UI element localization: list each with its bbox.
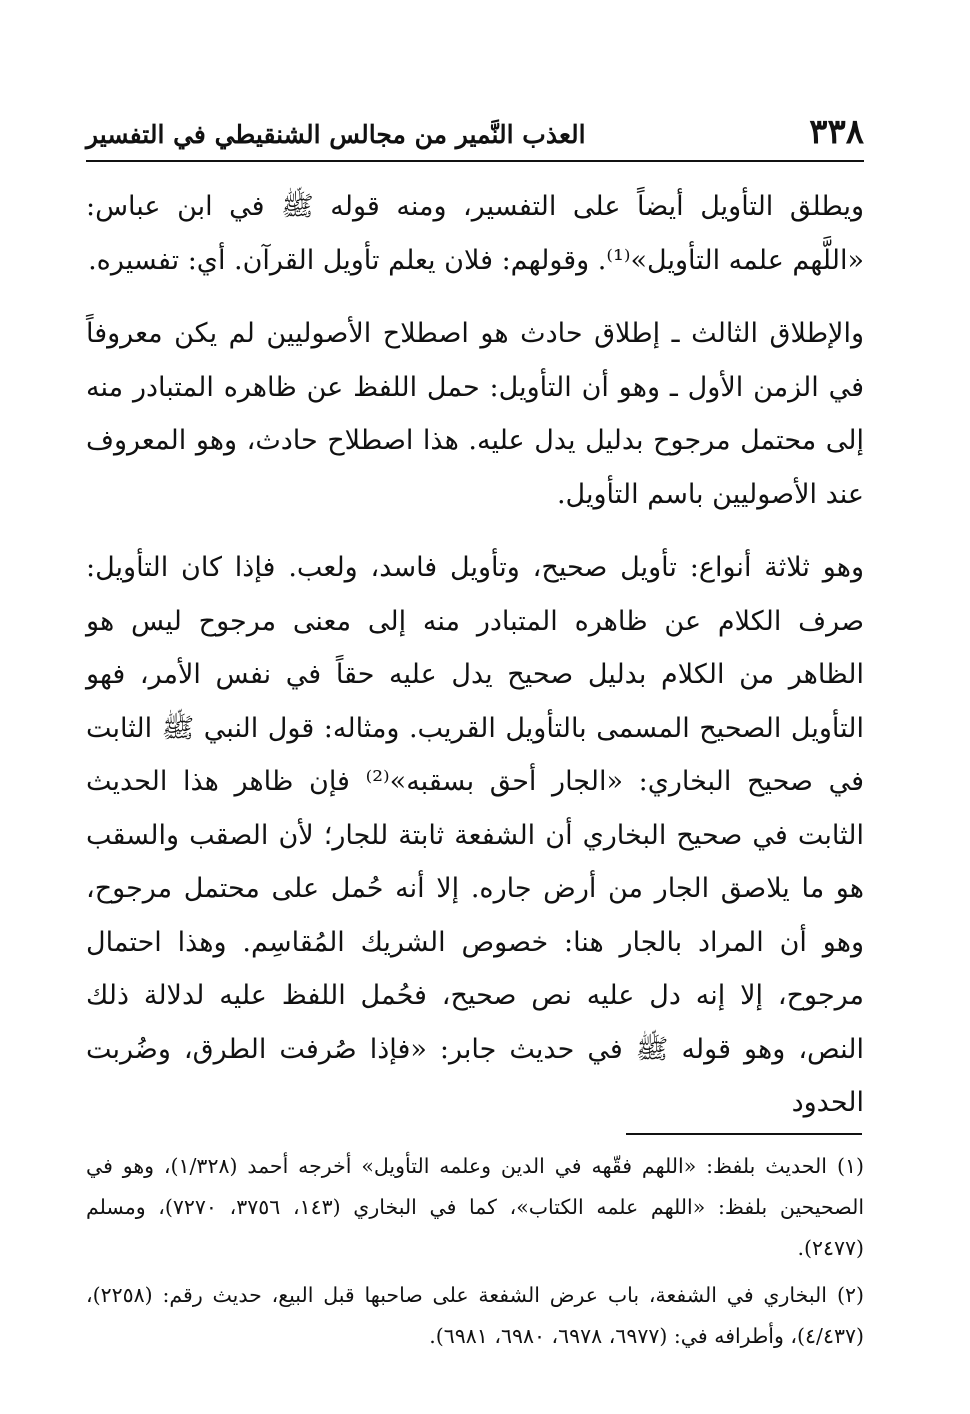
running-title: العذب النَّمير من مجالس الشنقيطي في التفسير [86,120,586,149]
footnote-separator [626,1133,862,1135]
paragraph: والإطلاق الثالث ـ إطلاق حادث هو اصطلاح الأصوليين لم يكن معروفاً في الزمن الأول ـ وهو أن التأويل: حمل اللفظ عن ظاهره المتبادر منه إلى محتمل مرجوح بدليل يدل عليه. هذا اصطلاح حادث، وهو المعروف عند الأصوليين باسم التأويل. [86,318,864,510]
page-header [86,108,864,162]
footnote-text: الحديث بلفظ: «اللهم فقّهه في الدين وعلمه التأويل» أخرجه أحمد (١/٣٢٨)، وهو في الصحيحين بلفظ: «اللهم علمه الكتاب»، كما في البخاري (١٤٣، ٣٧٥٦، ٧٢٧٠)، ومسلم (٢٤٧٧). [86,1154,865,1260]
footnote-number: (٢) [836,1283,864,1307]
paragraph: ويطلق التأويل أيضاً على التفسير، ومنه قوله ﷺ في ابن عباس: «اللَّهم علمه التأويل»⁽¹⁾. وقولهم: فلان يعلم تأويل القرآن. أي: تفسيره. [86,191,864,276]
footnote [86,1275,864,1357]
footnotes [86,1146,864,1357]
main-text [86,180,864,1130]
footnote-number: (١) [836,1154,864,1178]
paragraph: وهو ثلاثة أنواع: تأويل صحيح، وتأويل فاسد، ولعب. فإذا كان التأويل: صرف الكلام عن ظاهره المتبادر منه إلى معنى مرجوح ليس هو الظاهر من الكلام بدليل صحيح يدل عليه حقاً في نفس الأمر، فهو التأويل الصحيح المسمى بالتأويل القريب. ومثاله: قول النبي ﷺ الثابت في صحيح البخاري: «الجار أحق بسقبه»⁽²⁾ فإن ظاهر هذا الحديث الثابت في صحيح البخاري أن الشفعة ثابتة للجار؛ لأن الصقب والسقب هو ما يلاصق الجار من أرض جاره. إلا أنه حُمل على محتمل مرجوح، وهو أن المراد بالجار هنا: خصوص الشريك المُقاسِم. وهذا احتمال مرجوح، إلا إنه دل عليه نص صحيح، فحُمل اللفظ عليه لدلالة ذلك النص، وهو قوله ﷺ في حديث جابر: «فإذا صُرفت الطرق، وضُربت الحدود [86,552,864,1118]
footnote-text: البخاري في الشفعة، باب عرض الشفعة على صاحبها قبل البيع، حديث رقم: (٢٢٥٨)، (٤/٤٣٧)، وأطرافه في: (٦٩٧٧، ٦٩٧٨، ٦٩٨٠، ٦٩٨١). [86,1283,864,1348]
page-number: ٣٣٨ [809,112,864,152]
footnote [86,1146,864,1269]
